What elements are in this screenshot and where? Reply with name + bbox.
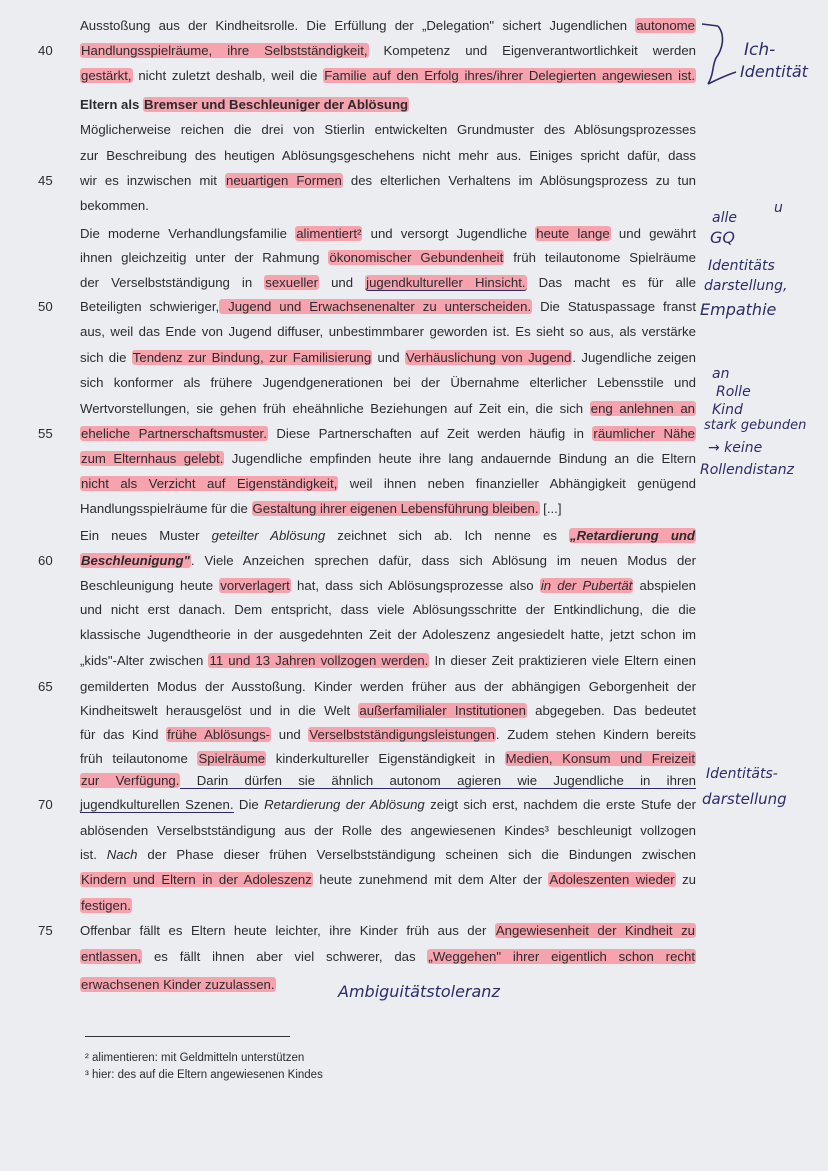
text-line: festigen. [81,898,131,913]
line-number: 75 [38,923,53,938]
line-number: 40 [38,43,53,58]
text-line: eheliche Partnerschaftsmuster. Diese Partnerschaften auf Zeit werden häufig in räumlicher Nähe [81,426,696,441]
text-line: Kindheitswelt herausgelöst und in die Welt außerfamilialer Institutionen abgegeben. Das bedeutet [80,703,696,718]
handwritten-note: darstellung, [704,278,788,294]
text-line: Ausstoßung aus der Kindheitsrolle. Die Erfüllung der „Delegation" sichert Jugendlichen autonome [80,18,695,33]
text-line: für das Kind frühe Ablösungs- und Verselbstständigungsleistungen. Zudem stehen Kindern bereits [80,727,696,742]
handwritten-note: Empathie [700,300,777,319]
handwritten-note: stark gebunden [704,418,807,433]
line-number: 55 [38,426,53,441]
handwritten-note: Kind [712,402,743,418]
text-line: erwachsenen Kinder zuzulassen. [81,977,275,992]
text-line: gestärkt, nicht zuletzt deshalb, weil die Familie auf den Erfolg ihres/ihrer Delegierten angewiesen ist. [81,68,695,83]
text-line: klassische Jugendtheorie in der ausgedehnten Zeit der Adoleszenz angesiedelt hatte, jetzt schon im [80,627,696,642]
handwritten-note: Identitäts [708,258,775,274]
text-line: Möglicherweise reichen die drei von Stierlin entwickelten Grundmuster des Ablösungsprozesses [80,122,696,137]
text-line: Die moderne Verhandlungsfamilie alimentiert² und versorgt Jugendliche heute lange und gewährt [80,226,697,241]
line-number: 45 [38,173,53,188]
text-line: Beschleunigung". Viele Anzeichen sprechen dafür, dass sich Ablösung im neuen Modus der [81,553,696,568]
section-heading: Eltern als Bremser und Beschleuniger der Ablösung [80,97,409,112]
text-line: Kindern und Eltern in der Adoleszenz heute zunehmend mit dem Alter der Adoleszenten wieder zu [81,872,696,887]
text-line: „kids"-Alter zwischen 11 und 13 Jahren vollzogen werden. In dieser Zeit praktizieren viele Eltern einen [80,653,696,668]
text-line: Offenbar fällt es Eltern heute leichter, ihre Kinder früh aus der Angewiesenheit der Kindheit zu [80,923,695,938]
handwritten-note: u [774,200,783,216]
text-line: sich die Tendenz zur Bindung, zur Familisierung und Verhäuslichung von Jugend. Jugendliche zeigen [80,350,696,365]
handwritten-note: Rolle [716,384,751,400]
handwritten-note: an [712,366,730,382]
text-line: Ein neues Muster geteilter Ablösung zeichnet sich ab. Ich nenne es „Retardierung und [80,528,695,543]
footnote-rule [85,1036,290,1037]
handwritten-note: Rollendistanz [700,462,794,478]
text-line: Beschleunigung heute vorverlagert hat, dass sich Ablösungsprozesse also in der Pubertät abspielen [80,578,696,593]
text-line: zum Elternhaus gelebt. Jugendliche empfinden heute ihre lang andauernde Bindung an die Eltern [81,451,696,466]
handwritten-note: Ambiguitätstoleranz [338,982,500,1001]
text-line: Handlungsspielräume für die Gestaltung ihrer eigenen Lebensführung bleiben. [...] [80,501,562,516]
text-line: jugendkulturellen Szenen. Die Retardierung der Ablösung zeigt sich erst, nachdem die erste Stufe der [80,797,696,812]
text-line: zur Verfügung. Darin dürfen sie ähnlich autonom agieren wie Jugendliche in ihren [81,773,696,788]
line-number: 70 [38,797,53,812]
text-line: Wertvorstellungen, sie gehen früh eheähnliche Beziehungen auf Zeit ein, die sich eng anlehnen an [80,401,695,416]
text-line: und nicht erst danach. Dem entspricht, dass viele Ablösungsschritte der Entkindlichung, die die [80,602,696,617]
text-line: ihnen gleichzeitig unter der Rahmung ökonomischer Gebundenheit früh teilautonome Spielräume [80,250,696,265]
footnote: ³ hier: des auf die Eltern angewiesenen Kindes [85,1069,323,1081]
text-line: früh teilautonome Spielräume kinderkultureller Eigenständigkeit in Medien, Konsum und Freizeit [80,751,695,766]
text-line: ablösenden Verselbstständigung aus der Rolle des angewiesenen Kindes³ beschleunigt vollzogen [80,823,696,838]
text-line: gemilderten Modus der Ausstoßung. Kinder werden früher aus der abhängigen Geborgenheit der [80,679,696,694]
text-line: aus, weil das Ende von Jugend diffuser, unbestimmbarer geworden ist. Es sieht so aus, als verstärke [80,324,696,339]
text-line: ist. Nach der Phase dieser frühen Verselbstständigung scheinen sich die Bindungen zwischen [80,847,696,862]
handwritten-note: Ich- [744,40,776,60]
handwritten-note: → keine [708,440,763,456]
bracket-mark [696,14,744,90]
text-line: der Verselbstständigung in sexueller und jugendkultureller Hinsicht. Das macht es für alle [80,275,696,290]
handwritten-note: darstellung [702,790,787,808]
line-number: 50 [38,299,53,314]
text-line: wir es inzwischen mit neuartigen Formen des elterlichen Verhaltens im Ablösungsprozess zu tun [80,173,696,188]
text-line: sich konformer als frühere Jugendgenerationen bei der Übernahme elterlicher Lebensstile und [80,375,696,390]
line-number: 65 [38,679,53,694]
text-line: Handlungsspielräume, ihre Selbstständigkeit, Kompetenz und Eigenverantwortlichkeit werden [81,43,696,58]
text-line: entlassen, es fällt ihnen aber viel schwerer, das „Weggehen" ihrer eigentlich schon recht [81,949,695,964]
footnote: ² alimentieren: mit Geldmitteln unterstützen [85,1052,305,1064]
handwritten-note: alle [712,210,737,226]
text-line: Beteiligten schwieriger, Jugend und Erwachsenenalter zu unterscheiden. Die Statuspassage franst [80,299,696,314]
text-line: zur Beschreibung des heutigen Ablösungsgeschehens nicht mehr aus. Einiges spricht dafür, dass [80,148,696,163]
handwritten-note: GQ [710,228,735,247]
text-line: bekommen. [80,198,149,213]
line-number: 60 [38,553,53,568]
text-line: nicht als Verzicht auf Eigenständigkeit, weil ihnen neben finanzieller Abhängigkeit genügend [81,476,696,491]
handwritten-note: Identitäts- [706,766,778,782]
handwritten-note: Identität [740,62,808,81]
